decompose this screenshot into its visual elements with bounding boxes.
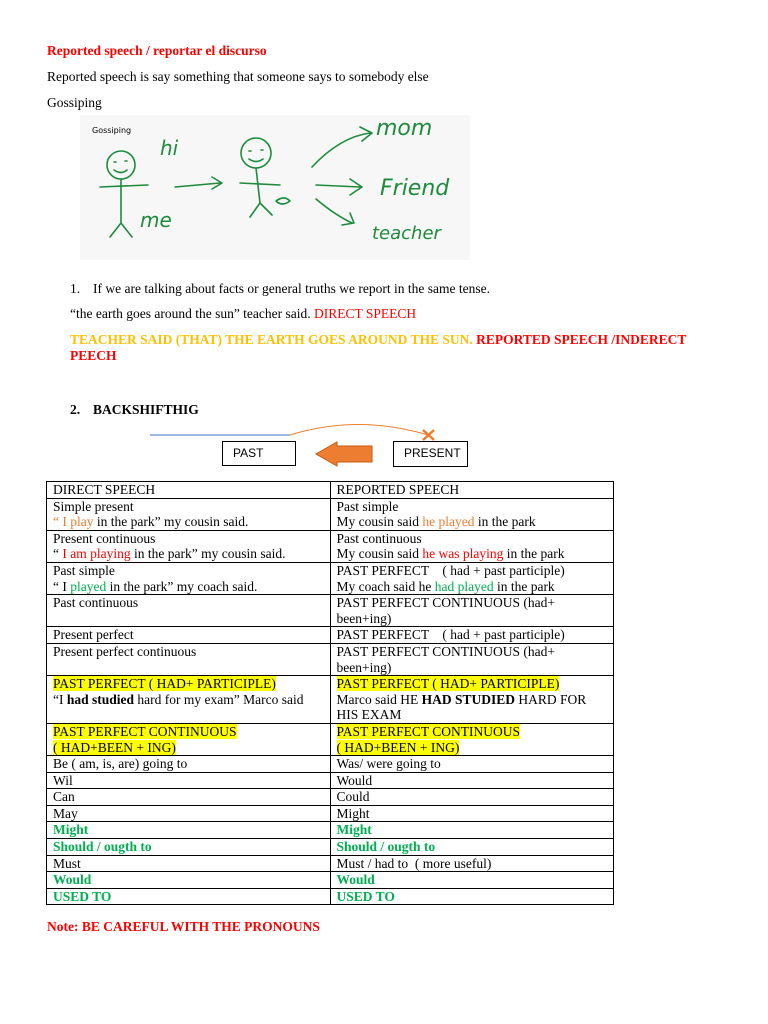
list-number: 1. — [70, 281, 81, 296]
tense-name: Simple present — [53, 498, 134, 514]
example-highlight: “ I play — [53, 514, 94, 530]
example — [337, 514, 608, 530]
example-highlight: had played — [434, 578, 494, 594]
person-2-body — [240, 168, 280, 217]
arrow-to-mom — [312, 127, 372, 167]
example-highlight: had studied — [66, 691, 135, 707]
direct-cell: Present perfect continuous — [47, 643, 331, 675]
highlighted-tense: PAST PERFECT CONTINUOUS — [53, 723, 237, 739]
table-row — [47, 498, 614, 530]
direct-speech-example — [70, 306, 416, 322]
list-number: 2. — [70, 402, 81, 417]
direct-cell — [47, 723, 331, 755]
speech-mark — [276, 198, 290, 204]
person-2-face — [249, 150, 263, 162]
gossiping-sketch — [80, 115, 470, 260]
reported-cell: USED TO — [330, 888, 614, 905]
example-highlight: HAD STUDIED — [421, 691, 516, 707]
example-text: My cousin said — [336, 514, 423, 530]
tense-name — [53, 724, 324, 740]
arrow-to-person-2 — [175, 177, 222, 189]
person-1-head — [107, 151, 135, 179]
sketch-word-mom: mom — [376, 116, 433, 141]
quote-text: “the earth goes around the sun” teacher said. — [70, 306, 311, 321]
reported-cell: Would — [330, 872, 614, 889]
reported-cell: Should / ougth to — [330, 839, 614, 856]
example-text: in the park — [503, 546, 565, 562]
example — [53, 692, 324, 708]
reported-cell: Would — [330, 772, 614, 789]
tense-name — [337, 724, 608, 740]
sketch-drawing — [80, 115, 470, 260]
reported-cell — [330, 498, 614, 530]
highlighted-tense: PAST PERFECT ( HAD+ PARTICIPLE) — [53, 676, 276, 692]
person-2-head — [241, 138, 271, 168]
table-row — [47, 772, 614, 789]
reported-cell — [330, 562, 614, 594]
sketch-word-friend: Friend — [380, 176, 450, 201]
example-text: in the park — [474, 514, 536, 530]
backshift-table — [46, 481, 614, 905]
past-box: PAST — [222, 441, 296, 466]
example-text: “I — [53, 691, 67, 707]
example-text: in the park” my coach said. — [106, 578, 258, 594]
header-direct-speech: DIRECT SPEECH — [47, 482, 331, 499]
table-row — [47, 756, 614, 773]
table-row — [47, 530, 614, 562]
tense-name — [337, 676, 608, 692]
present-box: PRESENT — [393, 441, 468, 467]
example-highlight: he was playing — [422, 546, 504, 562]
table-row — [47, 888, 614, 905]
timeline-curve — [290, 425, 428, 436]
reported-cell: PAST PERFECT CONTINUOUS (had+ been+ing) — [330, 595, 614, 627]
sketch-word-me: me — [140, 208, 172, 232]
example — [337, 579, 608, 595]
intro-text: Reported speech is say something that someone says to somebody else — [47, 69, 429, 84]
page-title: Reported speech / reportar el discurso — [47, 43, 267, 58]
list-text: If we are talking about facts or general truths we report in the same tense. — [93, 281, 490, 296]
table-row — [47, 595, 614, 627]
tense-name: Past simple — [53, 562, 115, 578]
reported-cell: Might — [330, 822, 614, 839]
example-highlight: played — [70, 578, 107, 594]
gossiping-label: Gossiping — [47, 95, 102, 110]
reported-speech-example — [70, 332, 730, 364]
reported-cell: Could — [330, 789, 614, 806]
reported-cell — [330, 723, 614, 755]
direct-speech-tag: DIRECT SPEECH — [314, 306, 417, 321]
table-header-row — [47, 482, 614, 499]
list-item-1 — [70, 281, 490, 297]
highlighted-formula: ( HAD+BEEN + ING) — [53, 739, 176, 755]
example-text: in the park — [493, 578, 555, 594]
table-row — [47, 855, 614, 872]
example-text: My cousin said — [336, 546, 423, 562]
example — [53, 579, 324, 595]
arrow-to-friend — [316, 179, 362, 195]
table-row — [47, 676, 614, 724]
example — [53, 514, 324, 530]
reported-cell: PAST PERFECT CONTINUOUS (had+ been+ing) — [330, 643, 614, 675]
direct-cell — [47, 498, 331, 530]
sketch-label: Gossiping — [92, 126, 132, 135]
example-text: My coach said he — [336, 578, 435, 594]
reported-text: TEACHER SAID (THAT) THE EARTH GOES AROUND THE SUN. — [70, 332, 473, 347]
highlighted-tense: PAST PERFECT CONTINUOUS — [336, 723, 521, 739]
tense-name — [53, 676, 324, 692]
arrow-to-teacher — [316, 199, 354, 225]
reported-cell — [330, 530, 614, 562]
direct-cell: Past continuous — [47, 595, 331, 627]
example — [337, 546, 608, 562]
reported-cell: Might — [330, 805, 614, 822]
example — [53, 546, 324, 562]
sketch-word-teacher: teacher — [372, 223, 441, 244]
direct-cell — [47, 676, 331, 724]
table-row — [47, 643, 614, 675]
table-row — [47, 872, 614, 889]
reported-speech-tag: REPORTED SPEECH /INDERECT PEECH — [70, 332, 687, 363]
table-row — [47, 839, 614, 856]
table-row — [47, 822, 614, 839]
highlighted-formula: ( HAD+BEEN + ING) — [336, 739, 460, 755]
person-1-face — [114, 161, 127, 173]
example-highlight: I am playing — [62, 546, 131, 562]
example-text: in the park” my cousin said. — [93, 514, 249, 530]
tense-name: PAST PERFECT ( had + past participle) — [336, 562, 565, 578]
table-row — [47, 723, 614, 755]
direct-cell — [47, 530, 331, 562]
example-text: “ — [53, 546, 63, 562]
pronoun-note: Note: BE CAREFUL WITH THE PRONOUNS — [47, 919, 320, 934]
example-text: HARD FOR HIS EXAM — [336, 691, 587, 723]
example-text: hard for my exam” Marco said — [134, 691, 304, 707]
reported-cell: Was/ were going to — [330, 756, 614, 773]
direct-cell: May — [47, 805, 331, 822]
direct-cell: Must — [47, 855, 331, 872]
direct-cell: Should / ougth to — [47, 839, 331, 856]
example-text: Marco said HE — [336, 691, 422, 707]
example-text: in the park” my cousin said. — [130, 546, 286, 562]
list-item-2 — [70, 402, 199, 418]
direct-cell — [47, 562, 331, 594]
reported-cell — [330, 676, 614, 724]
list-text: BACKSHIFTHIG — [93, 402, 199, 417]
direct-cell: Might — [47, 822, 331, 839]
tense-name: Past simple — [336, 498, 399, 514]
sketch-word-hi: hi — [160, 136, 179, 160]
direct-cell: Wil — [47, 772, 331, 789]
tense-name: Past continuous — [336, 530, 422, 546]
direct-cell: USED TO — [47, 888, 331, 905]
reported-cell: PAST PERFECT ( had + past participle) — [330, 627, 614, 644]
example-text: “ I — [53, 578, 71, 594]
left-arrow-icon — [316, 442, 372, 466]
table-row — [47, 627, 614, 644]
example-highlight: he played — [422, 514, 475, 530]
cross-mark-icon — [423, 430, 434, 440]
table-row — [47, 562, 614, 594]
tense-formula — [53, 740, 324, 756]
tense-formula — [337, 740, 608, 756]
direct-cell: Present perfect — [47, 627, 331, 644]
table-row — [47, 789, 614, 806]
direct-cell: Can — [47, 789, 331, 806]
direct-cell: Be ( am, is, are) going to — [47, 756, 331, 773]
direct-cell: Would — [47, 872, 331, 889]
header-reported-speech: REPORTED SPEECH — [330, 482, 614, 499]
reported-cell: Must / had to ( more useful) — [330, 855, 614, 872]
table-row — [47, 805, 614, 822]
highlighted-tense: PAST PERFECT ( HAD+ PARTICIPLE) — [336, 676, 560, 692]
example — [337, 692, 608, 723]
tense-name: Present continuous — [53, 530, 156, 546]
